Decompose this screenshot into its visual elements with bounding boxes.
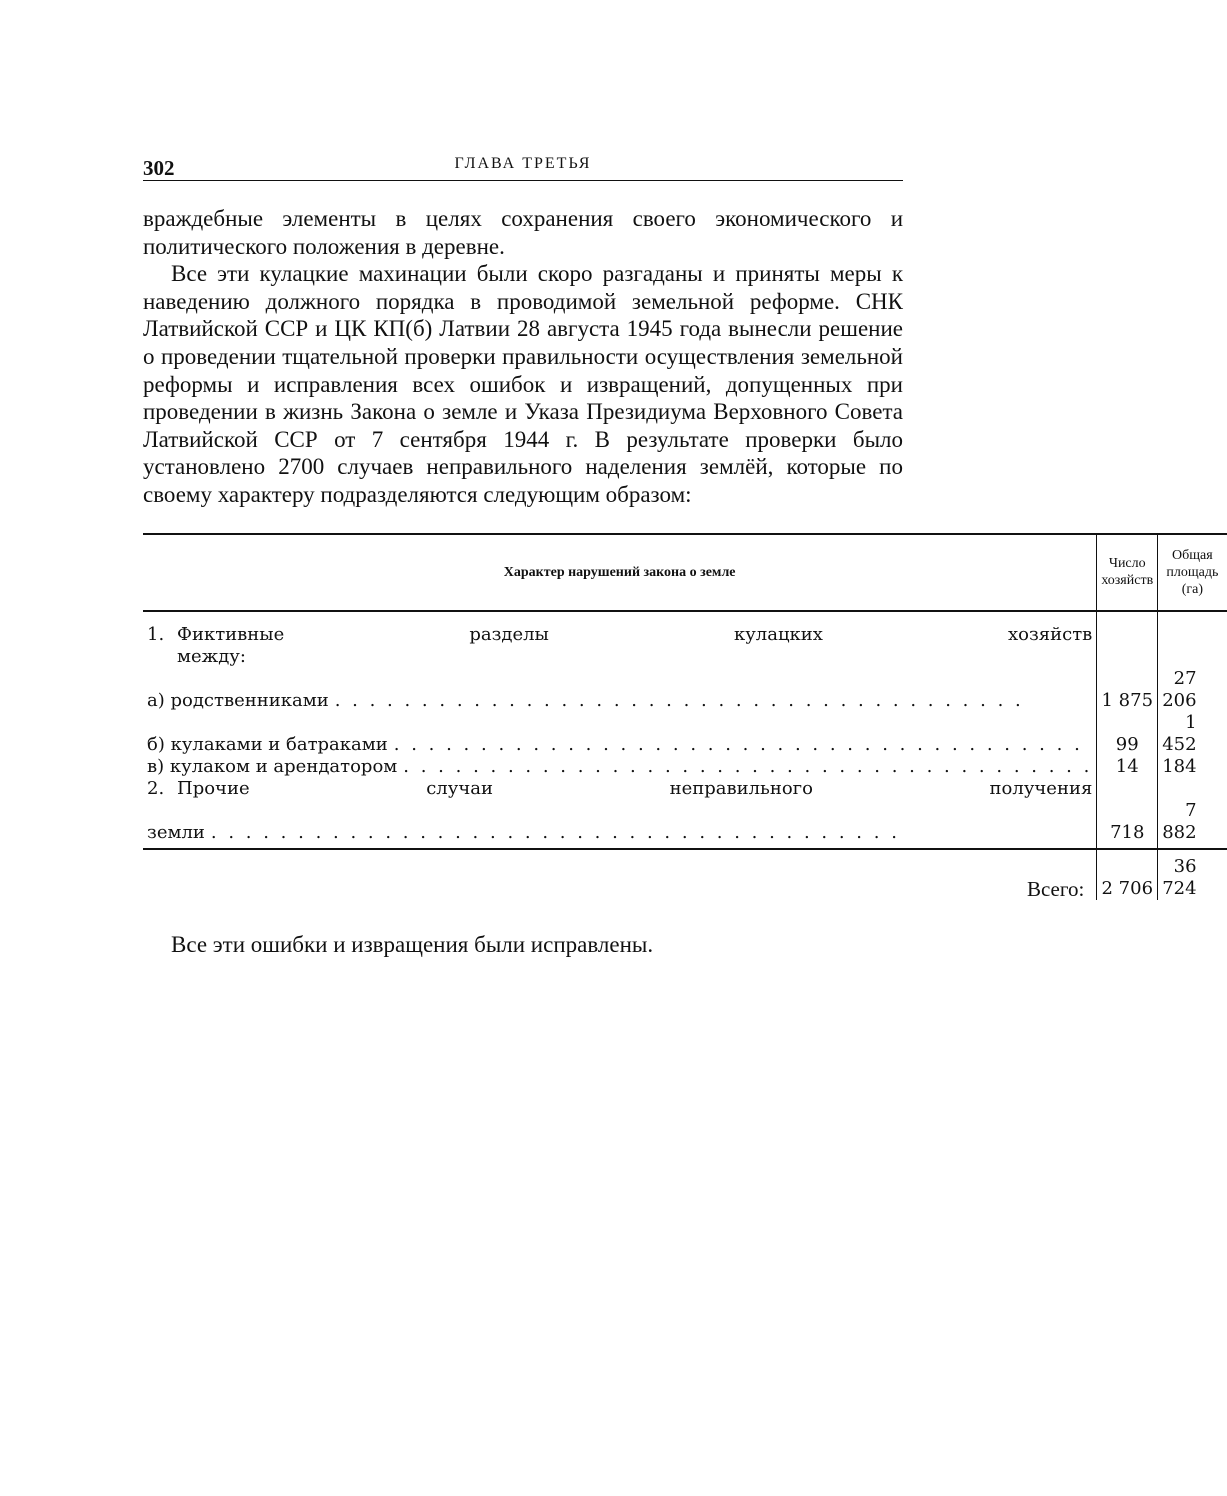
header-area: Общая площадь (га) xyxy=(1158,534,1227,611)
table-row xyxy=(143,611,1227,646)
leader-dots xyxy=(403,756,1092,778)
table-header-row xyxy=(143,534,1227,611)
leader-dots xyxy=(394,734,1093,756)
area-cell: 27 206 xyxy=(1162,667,1197,711)
sub-item-label: в) кулаком и арендатором xyxy=(147,755,398,777)
total-label: Всего: xyxy=(1026,876,1085,901)
total-count: 2 706 xyxy=(1097,849,1158,900)
area-cell: 184 xyxy=(1162,755,1197,777)
page-number: 302 xyxy=(143,156,175,180)
page-header xyxy=(143,150,903,181)
count-cell: 99 xyxy=(1097,712,1158,756)
total-row xyxy=(143,849,1227,900)
area-cell: 7 882 xyxy=(1158,800,1227,849)
count-cell: 1 875 xyxy=(1097,668,1158,712)
item-text: Прочие случаи неправильного получения xyxy=(177,777,1093,799)
header-count: Число хозяйств xyxy=(1097,534,1158,611)
table-row xyxy=(143,800,1227,849)
item-number: 2. xyxy=(147,777,165,799)
body-text xyxy=(143,205,903,509)
paragraph: Все эти кулацкие махинации были скоро разгаданы и приняты меры к наведению должного порядка в проводимой земельной реформе. СНК Латвийской ССР и ЦК КП(б) Латвии 28 августа 1945 года вынесли решение о проведении тщательной проверки правильности осуществления земельной реформы и исправления всех ошибок и извращений, допущенных при проведении в жизнь Закона о земле и Указа Президиума Верховного Совета Латвийской ССР от 7 сентября 1944 г. В результате проверки было установлено 2700 случаев неправильного наделения землёй, которые по своему характеру подразделяются следующим образом: xyxy=(143,261,903,507)
item-number: 1. xyxy=(147,623,165,645)
running-title: ГЛАВА ТРЕТЬЯ xyxy=(454,155,592,172)
book-page xyxy=(143,150,1219,981)
leader-dots xyxy=(335,690,1093,712)
leader-dots xyxy=(211,822,1092,844)
table-row xyxy=(143,778,1227,800)
item-text-continued: земли xyxy=(147,821,205,843)
sub-item-label: а) родственниками xyxy=(147,689,329,711)
final-paragraph: Все эти ошибки и извращения были исправлены. xyxy=(171,931,654,957)
item-text-continued: между: xyxy=(177,645,246,667)
table-row xyxy=(143,646,1227,668)
table-row xyxy=(143,712,1227,756)
table-row xyxy=(143,756,1227,778)
count-cell: 718 xyxy=(1097,800,1158,849)
area-cell: 1 452 xyxy=(1162,711,1197,755)
table-row xyxy=(143,668,1227,712)
sub-item-label: б) кулаками и батраками xyxy=(147,733,388,755)
item-text: Фиктивные разделы кулацких хозяйств xyxy=(177,623,1093,645)
header-description: Характер нарушений закона о земле xyxy=(143,534,1097,611)
paragraph-continued: враждебные элементы в целях сохранения своего экономического и политического положения в деревне. xyxy=(143,206,903,259)
total-area: 36 724 xyxy=(1162,855,1197,899)
count-cell: 14 xyxy=(1097,756,1158,778)
violations-table xyxy=(143,533,1227,900)
